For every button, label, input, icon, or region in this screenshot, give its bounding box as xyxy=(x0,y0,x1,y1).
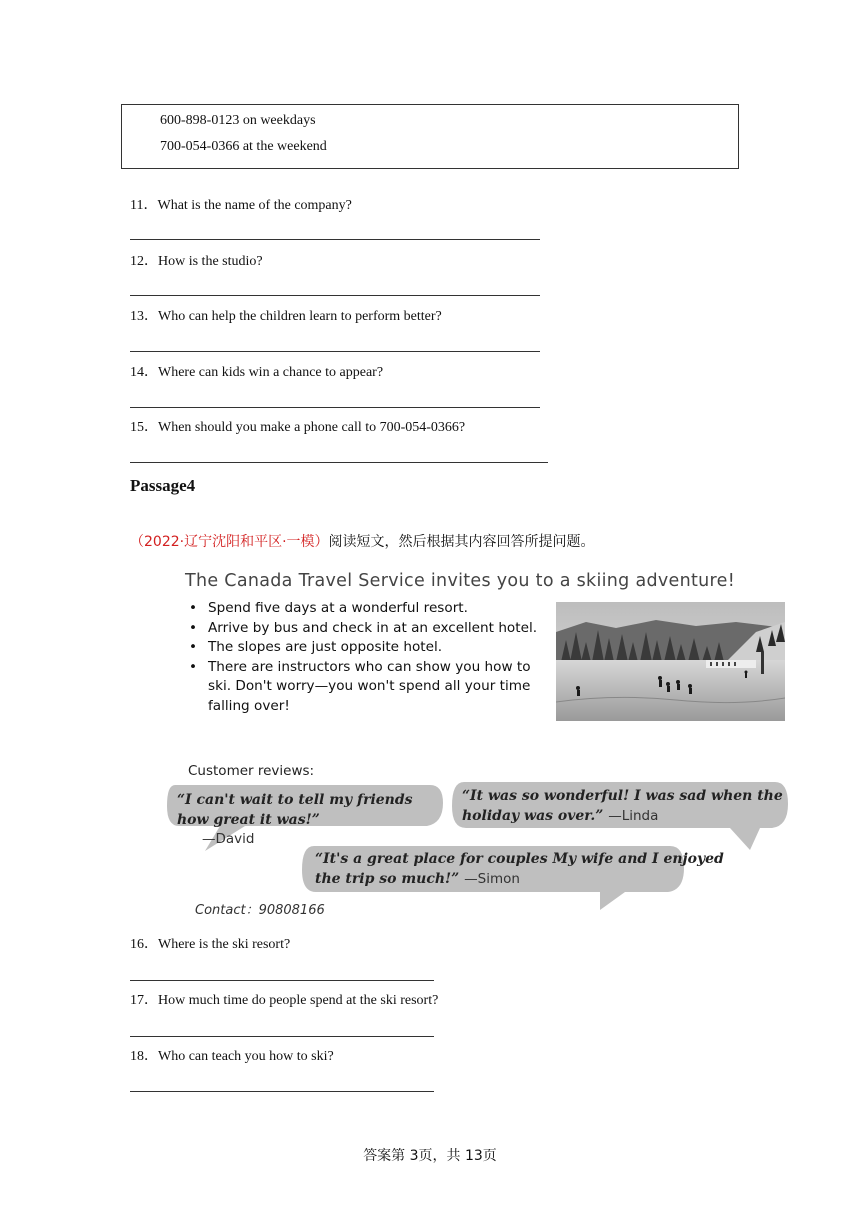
question-16: 16．Where is the ski resort? xyxy=(130,937,291,952)
ski-slope-photo xyxy=(556,602,785,721)
answer-line-11[interactable] xyxy=(130,239,540,240)
ad-bullet: • There are instructors who can show you how to ski. Don't worry—you won't spend all your time falling over! xyxy=(187,658,547,717)
contact-box xyxy=(121,104,739,169)
ski-slope-illustration xyxy=(556,602,785,721)
answer-line-12[interactable] xyxy=(130,295,540,296)
question-13: 13．Who can help the children learn to perform better? xyxy=(130,309,442,324)
review-david xyxy=(177,790,447,830)
review-quote: “I can't wait to tell my friends how great it was!” xyxy=(177,792,413,828)
passage-intro xyxy=(130,531,595,551)
question-17: 17．How much time do people spend at the ski resort? xyxy=(130,993,439,1008)
ad-bullet: • Arrive by bus and check in at an excellent hotel. xyxy=(187,619,547,639)
answer-line-15[interactable] xyxy=(130,462,548,463)
question-11: 11．What is the name of the company? xyxy=(130,198,352,213)
page-footer: 答案第 3页，共 13页 xyxy=(363,1148,497,1164)
phone-weekend: 700-054-0366 at the weekend xyxy=(160,139,327,154)
answer-line-14[interactable] xyxy=(130,407,540,408)
reviews-label: Customer reviews: xyxy=(188,763,315,779)
ad-title: The Canada Travel Service invites you to a skiing adventure! xyxy=(185,571,736,591)
question-12: 12．How is the studio? xyxy=(130,254,263,269)
review-author-david: —David xyxy=(202,831,255,847)
review-simon xyxy=(315,849,745,889)
review-quote: “It was so wonderful! I was sad when the holiday was over.” xyxy=(462,788,783,824)
source-label: （2022·辽宁沈阳和平区·一模） xyxy=(130,534,329,550)
ad-bullet: • The slopes are just opposite hotel. xyxy=(187,638,547,658)
phone-weekdays: 600-898-0123 on weekdays xyxy=(160,113,316,128)
review-author-simon: —Simon xyxy=(464,871,520,887)
question-14: 14．Where can kids win a chance to appear? xyxy=(130,365,384,380)
review-author-linda: —Linda xyxy=(608,808,659,824)
ad-contact: Contact：90808166 xyxy=(195,903,325,918)
answer-line-13[interactable] xyxy=(130,351,540,352)
review-author xyxy=(202,829,254,849)
ski-advertisement xyxy=(165,567,795,917)
review-linda xyxy=(462,786,792,826)
ad-bullet: • Spend five days at a wonderful resort. xyxy=(187,599,547,619)
answer-line-16[interactable] xyxy=(130,980,434,981)
ad-bullet-list xyxy=(187,599,547,716)
answer-line-18[interactable] xyxy=(130,1091,434,1092)
answer-line-17[interactable] xyxy=(130,1036,434,1037)
passage-title: Passage4 xyxy=(130,476,196,495)
instruction-text: 阅读短文，然后根据其内容回答所提问题。 xyxy=(328,534,595,550)
review-quote: “It's a great place for couples My wife and I enjoyed the trip so much!” xyxy=(315,851,724,887)
question-15: 15．When should you make a phone call to 700-054-0366? xyxy=(130,420,466,435)
question-18: 18．Who can teach you how to ski? xyxy=(130,1049,334,1064)
